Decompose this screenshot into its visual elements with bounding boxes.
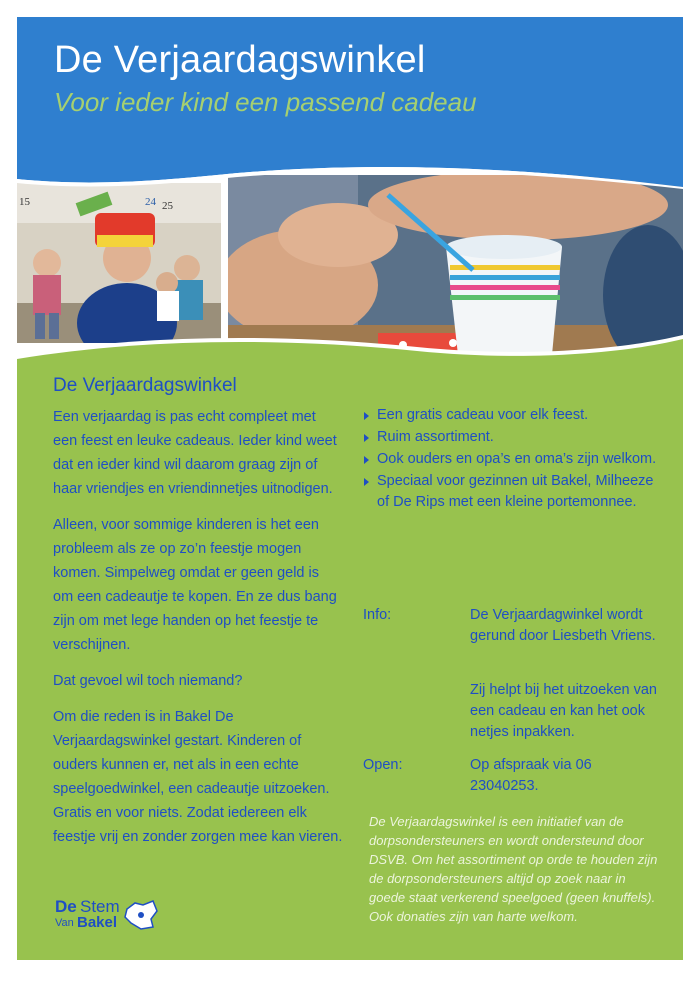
board-number-25: 25 [162,200,173,212]
bullet-triangle-icon [364,478,369,486]
list-item-text: Ruim assortiment. [377,429,494,445]
info-value-2: Zij helpt bij het uitzoeken van een cadeau en kan het ook netjes inpakken. [470,682,657,740]
open-label: Open: [363,757,403,773]
benefits-list [363,405,663,513]
page-title: De Verjaardagswinkel [54,39,426,81]
bullet-triangle-icon [364,456,369,464]
list-item-text: Ook ouders en opa’s en oma’s zijn welkom. [377,451,657,467]
benefits-column [363,405,663,514]
list-item [363,427,663,448]
logo-text-de: De [55,897,77,916]
bullet-triangle-icon [364,434,369,442]
logo-text-stem: Stem [80,897,120,916]
board-number-24: 24 [145,196,156,208]
list-item-text: Een gratis cadeau voor elk feest. [377,407,589,423]
logo-map-icon [123,899,159,931]
logo-text-bakel: Bakel [77,914,118,931]
open-value: Op afspraak via 06 23040253. [470,757,592,794]
info-label: Info: [363,607,392,623]
page-subtitle: Voor ieder kind een passend cadeau [54,87,477,117]
paragraph-1: Een verjaardag is pas echt compleet met een feest en leuke cadeaus. Ieder kind weet dat en ieder kind wil daarom graag zijn of haar vriendjes en vriendinnetjes uitnodigen. [53,409,337,497]
paragraph-2: Alleen, voor sommige kinderen is het een probleem als ze op zo’n feestje mogen komen. Simpelweg omdat er geen geld is om een cadeautje te kopen. En ze dus bang zijn om met lege handen op het feestje te verschijnen. [53,517,337,653]
flyer-page [17,17,683,960]
paragraph-3: Dat gevoel wil toch niemand? [53,673,243,689]
header-wave [17,157,683,197]
logo-text-van: Van [55,917,74,929]
section-title: De Verjaardagswinkel [53,375,237,396]
board-number-15: 15 [19,196,30,208]
bullet-triangle-icon [364,412,369,420]
list-item-text: Speciaal voor gezinnen uit Bakel, Milheeze of De Rips met een kleine portemonnee. [377,473,654,510]
intro-text-column [53,405,343,861]
list-item [363,471,663,513]
list-item [363,405,663,426]
content-area [17,347,683,960]
destem-vanbakel-logo [55,897,165,937]
photo-children-party-image [17,183,221,343]
info-value-1: De Verjaardagwinkel wordt gerund door Liesbeth Vriens. [470,607,656,644]
photo-children-party [17,183,221,343]
initiative-note: De Verjaardagswinkel is een initiatief van de dorpsondersteuners en wordt ondersteund door DSVB. Om het assortiment op orde te houden zijn de dorpsondersteuners altijd op zoek naar in goede staat verkerend speelgoed (geen knuffels). Ook donaties zijn van harte welkom. [369,814,658,924]
list-item [363,449,663,470]
paragraph-4: Om die reden is in Bakel De Verjaardagswinkel gestart. Kinderen of ouders kunnen er, net als in een echte speelgoedwinkel, een cadeautje uitzoeken. Gratis en voor niets. Zodat iedereen elk feestje vrij en zonder zorgen mee kan vieren. [53,709,343,845]
